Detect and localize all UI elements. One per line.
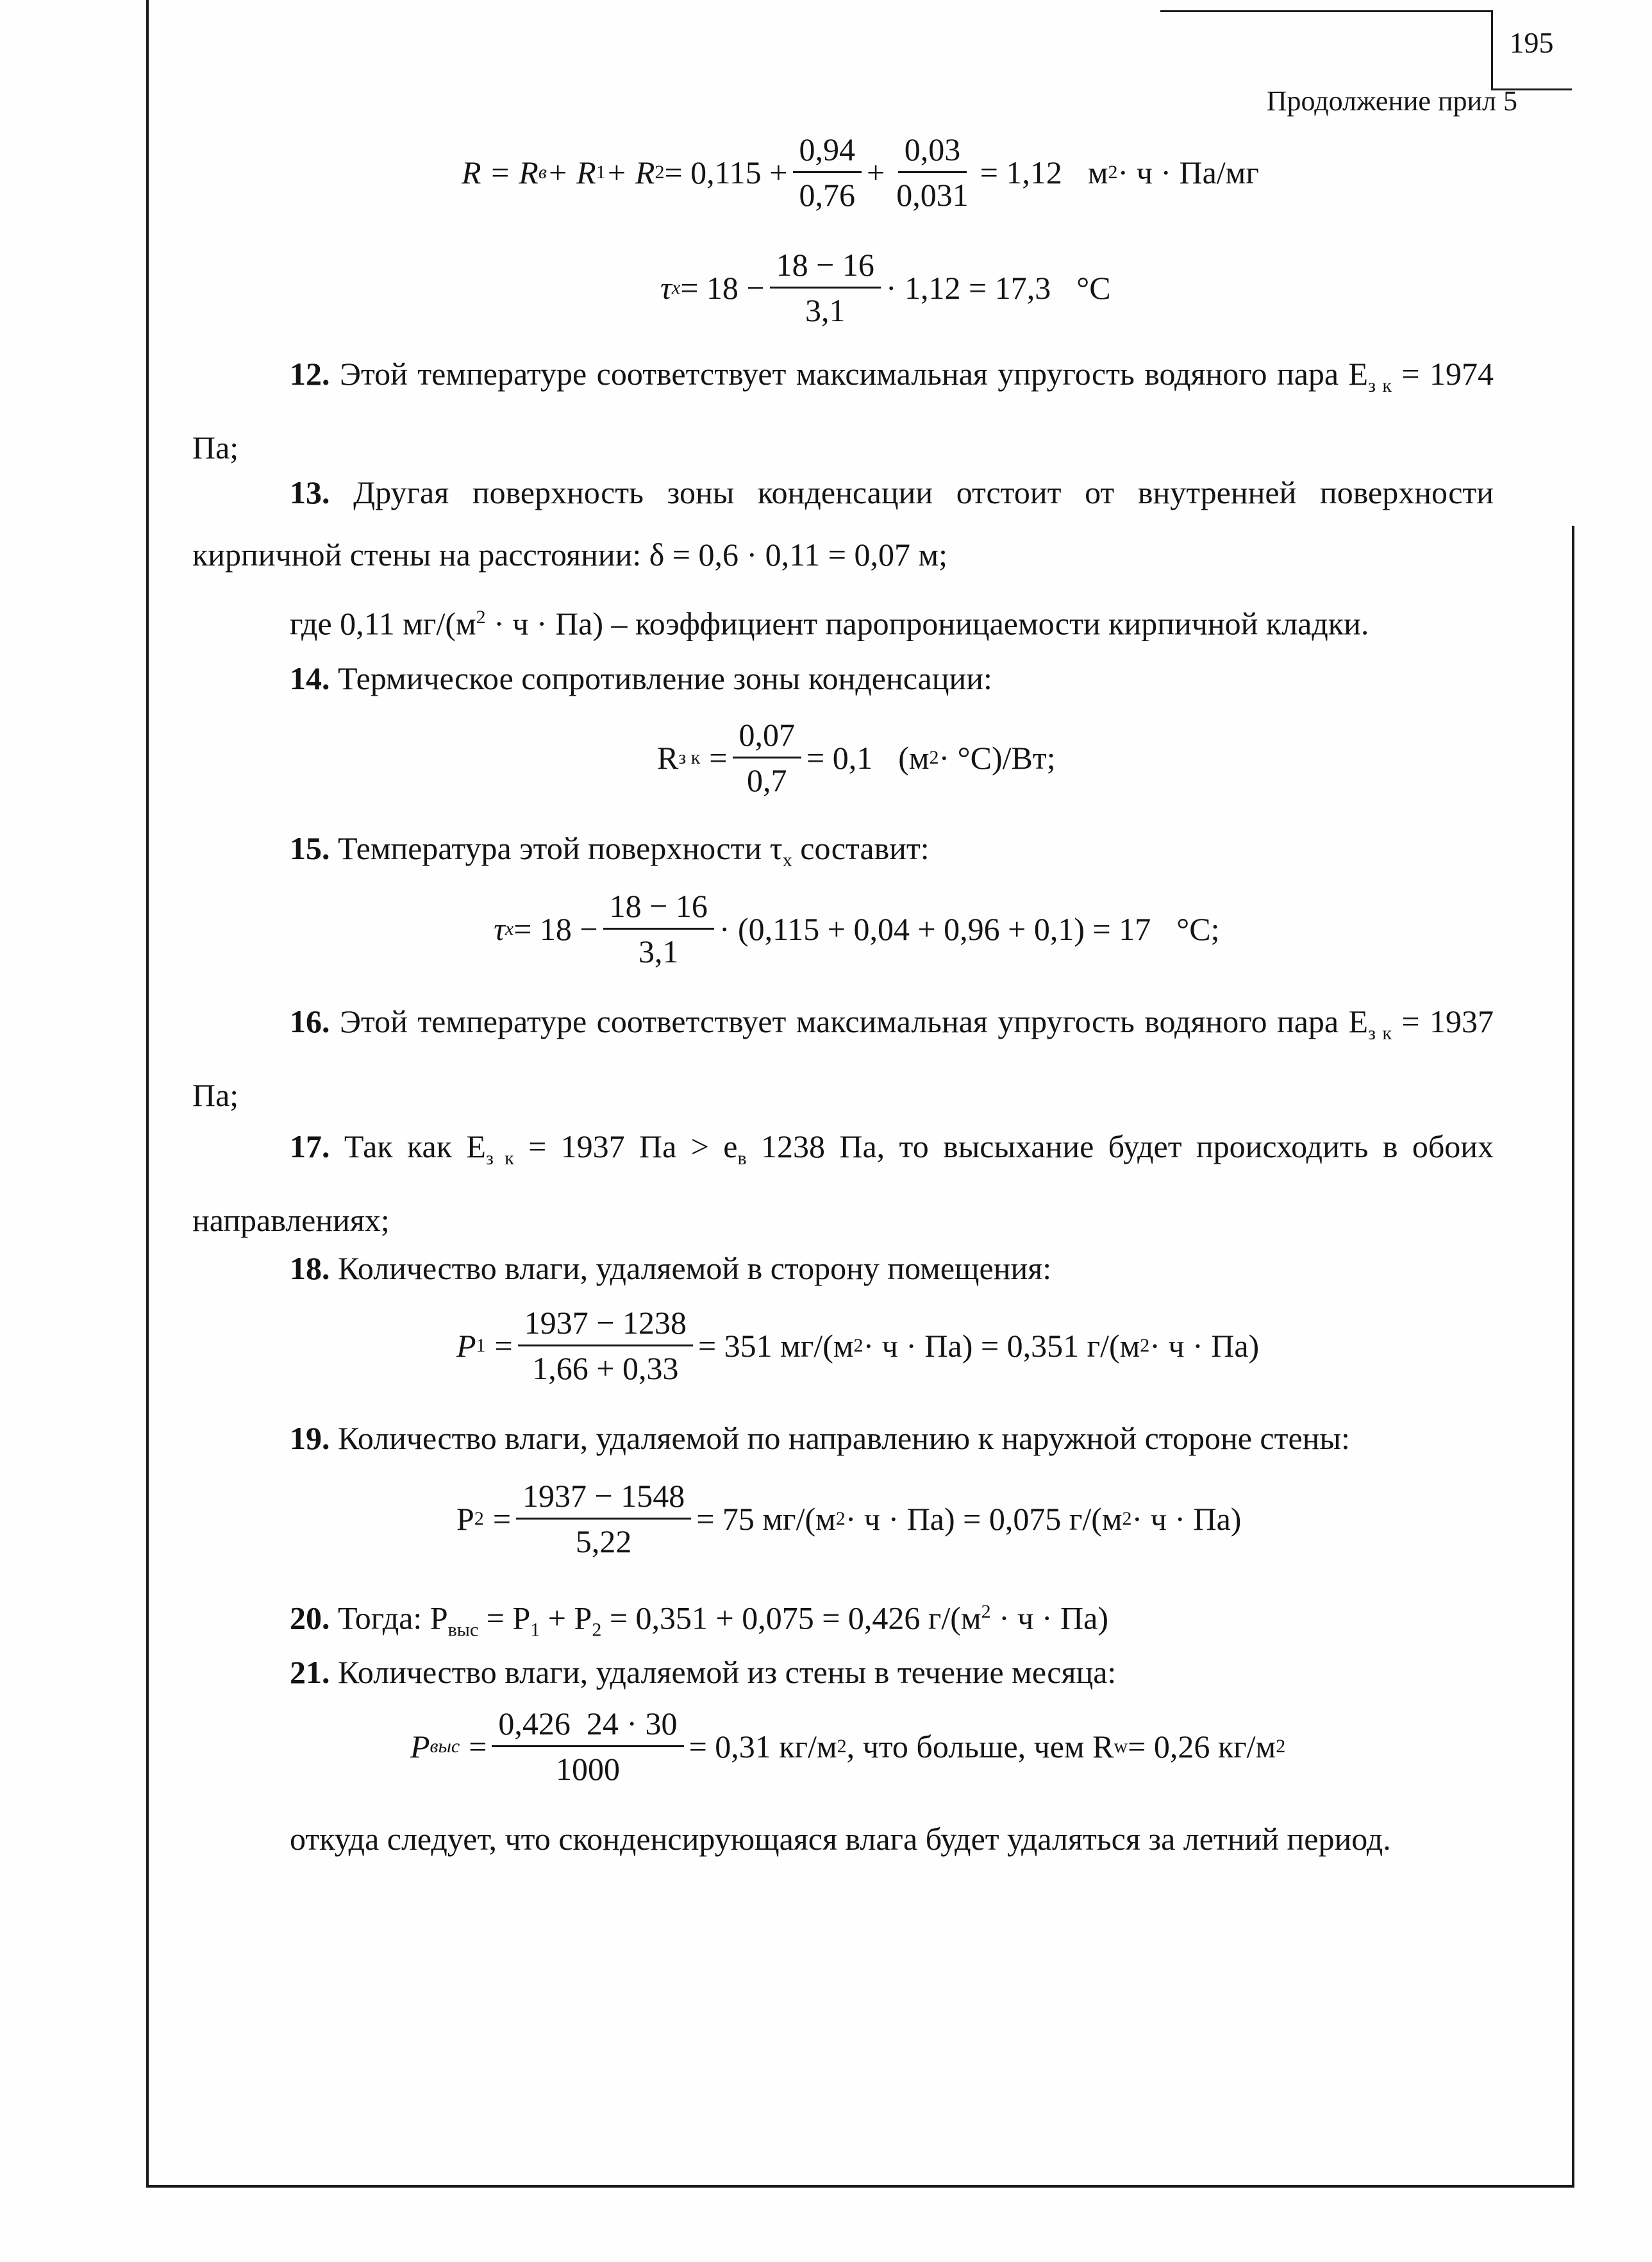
paragraph-17: 17. Так как $Е_{з к} = 1937$ Па > $е_в$ 1238 Па, то высыхание будет происходить в обоих направлениях; xyxy=(192,1128,1494,1238)
header-rule xyxy=(1160,10,1491,12)
continuation-label: Продолжение прил 5 xyxy=(1266,85,1517,117)
fraction: $\frac{18 - 16}{3,1}$ xyxy=(603,888,714,970)
bottom-border xyxy=(146,2185,1574,2188)
paragraph-16: 16. Этой температуре соответствует максимальная упругость водяного пара $Е_{з к} = 1937$ Па; xyxy=(192,1003,1494,1113)
paragraph-19: 19. Количество влаги, удаляемой по направлению к наружной стороне стены: xyxy=(290,1420,1350,1456)
paragraph-13-note: где 0,11 $мг/(м^2 \cdot ч \cdot Па)$ – коэффициент паропроницаемости кирпичной кладки. xyxy=(290,605,1369,642)
paragraph-20: 20. Тогда: $Р_{выс} = Р_1 + Р_2 = 0,351 + 0,075 = 0,426$ $г/(м^2 \cdot ч \cdot Па)$ xyxy=(290,1600,1109,1641)
fraction: $\frac{0,426 24 \cdot 30}{1000}$ xyxy=(492,1705,683,1788)
equation-P2: P 2 = $\frac{1937 - 1548}{5,22}$ = 75 мг/(м 2 · ч · Па) = 0,075 г/(м 2 · ч · Па) xyxy=(456,1478,1242,1559)
fraction: $\frac{1937 - 1238}{1,66 + 0,33}$ xyxy=(518,1305,693,1387)
fraction: $\frac{18 - 16}{3,1}$ xyxy=(770,247,881,329)
equation-P-vys: P выс = $\frac{0,426 24 \cdot 30}{1000}$ = 0,31 кг/м 2 , что больше, чем R w = 0,26 кг/м 2 xyxy=(410,1705,1286,1787)
paragraph-18: 18. Количество влаги, удаляемой в сторону помещения: xyxy=(290,1250,1052,1286)
equation-tau-2: τ х = 18 − $\frac{18 - 16}{3,1}$ · (0,115 + 0,04 + 0,96 + 0,1) = 17 °С; xyxy=(494,888,1220,969)
equation-R: R = R в + R 1 + R 2 = 0,115 + $\frac{0,94}{0,76}$ + $\frac{0,03}{0,031}$ = 1,12 м 2 · ч · Па/мг xyxy=(462,131,1259,213)
paragraph-15: 15. Температура этой поверхности $\tau_х$ составит: xyxy=(290,830,930,871)
equation-R-zk: R з к = $\frac{0,07}{0,7}$ = 0,1 (м 2 · °С)/Вт; xyxy=(657,717,1056,798)
left-border xyxy=(146,0,149,2186)
fraction: $\frac{0,03}{0,031}$ xyxy=(896,131,969,213)
right-border xyxy=(1572,526,1574,2188)
equation-P1: P 1 = $\frac{1937 - 1238}{1,66 + 0,33}$ = 351 мг/(м 2 · ч · Па) = 0,351 г/(м 2 · ч · Па) xyxy=(456,1305,1260,1386)
equation-tau-1: τ х = 18 − $\frac{18 - 16}{3,1}$ · 1,12 = 17,3 °С xyxy=(660,247,1111,328)
paragraph-14: 14. Термическое сопротивление зоны конденсации: xyxy=(290,660,992,696)
paragraph-conclusion: откуда следует, что сконденсирующаяся влага будет удаляться за летний период. xyxy=(290,1821,1391,1857)
fraction: $\frac{0,07}{0,7}$ xyxy=(733,717,802,799)
paragraph-12: 12. Этой температуре соответствует максимальная упругость водяного пара $Е_{з к} = 1974$ Па; xyxy=(192,356,1494,465)
paragraph-21: 21. Количество влаги, удаляемой из стены в течение месяца: xyxy=(290,1654,1117,1690)
page-number: 195 xyxy=(1509,26,1554,59)
fraction: $\frac{1937 - 1548}{5,22}$ xyxy=(516,1478,691,1560)
fraction: $\frac{0,94}{0,76}$ xyxy=(793,131,862,214)
paragraph-13: 13. Другая поверхность зоны конденсации отстоит от внутренней поверхности кирпичной стены на расстоянии: δ = 0,6 · 0,11 = 0,07 м; xyxy=(192,474,1494,573)
